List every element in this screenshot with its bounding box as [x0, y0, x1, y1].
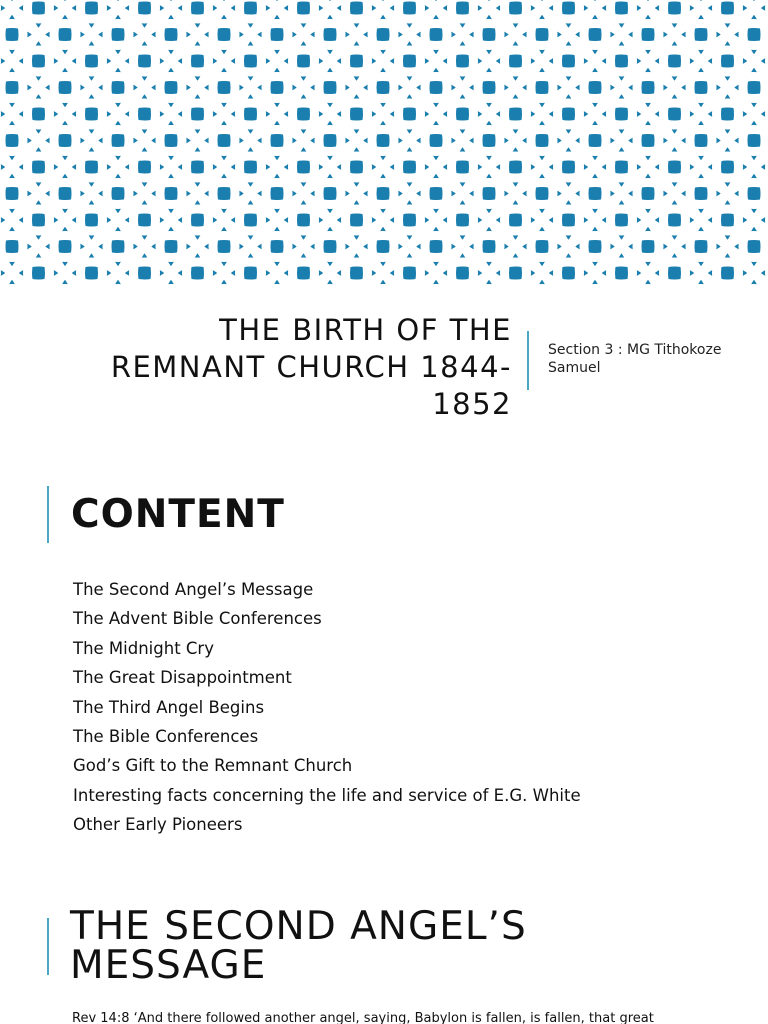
- title-line-3: 1852: [432, 387, 512, 421]
- interlocking-circles-pattern: [0, 0, 768, 288]
- subtitle-line-1: Section 3 : MG Tithokoze: [548, 342, 722, 358]
- list-item: The Advent Bible Conferences: [73, 609, 322, 629]
- decorative-banner: [0, 0, 768, 288]
- title-line-1: THE BIRTH OF THE: [219, 313, 512, 347]
- title-line-2: REMNANT CHURCH 1844-: [110, 350, 512, 384]
- presentation-subtitle: [548, 341, 748, 377]
- section-heading-line-2: MESSAGE: [70, 943, 267, 988]
- scripture-text: Rev 14:8 ‘And there followed another angel, saying, Babylon is fallen, is fallen, that great: [72, 1011, 654, 1024]
- list-item: Other Early Pioneers: [73, 815, 243, 835]
- list-item: The Bible Conferences: [73, 727, 259, 747]
- list-item: God’s Gift to the Remnant Church: [73, 756, 353, 776]
- subtitle-line-2: Samuel: [548, 360, 601, 376]
- title-divider: [527, 331, 529, 390]
- content-heading-accent-bar: [47, 486, 49, 543]
- list-item: The Midnight Cry: [73, 638, 214, 658]
- content-list: [73, 575, 581, 840]
- list-item: The Second Angel’s Message: [73, 580, 314, 599]
- list-item: The Great Disappointment: [73, 668, 292, 688]
- list-item: Interesting facts concerning the life and service of E.G. White: [73, 785, 581, 805]
- section-heading: [70, 904, 527, 988]
- content-heading: CONTENT: [71, 492, 285, 537]
- section-heading-line-1: THE SECOND ANGEL’S: [70, 904, 527, 949]
- list-item: The Third Angel Begins: [73, 697, 265, 717]
- presentation-title: [40, 312, 512, 423]
- section-heading-accent-bar: [47, 918, 49, 975]
